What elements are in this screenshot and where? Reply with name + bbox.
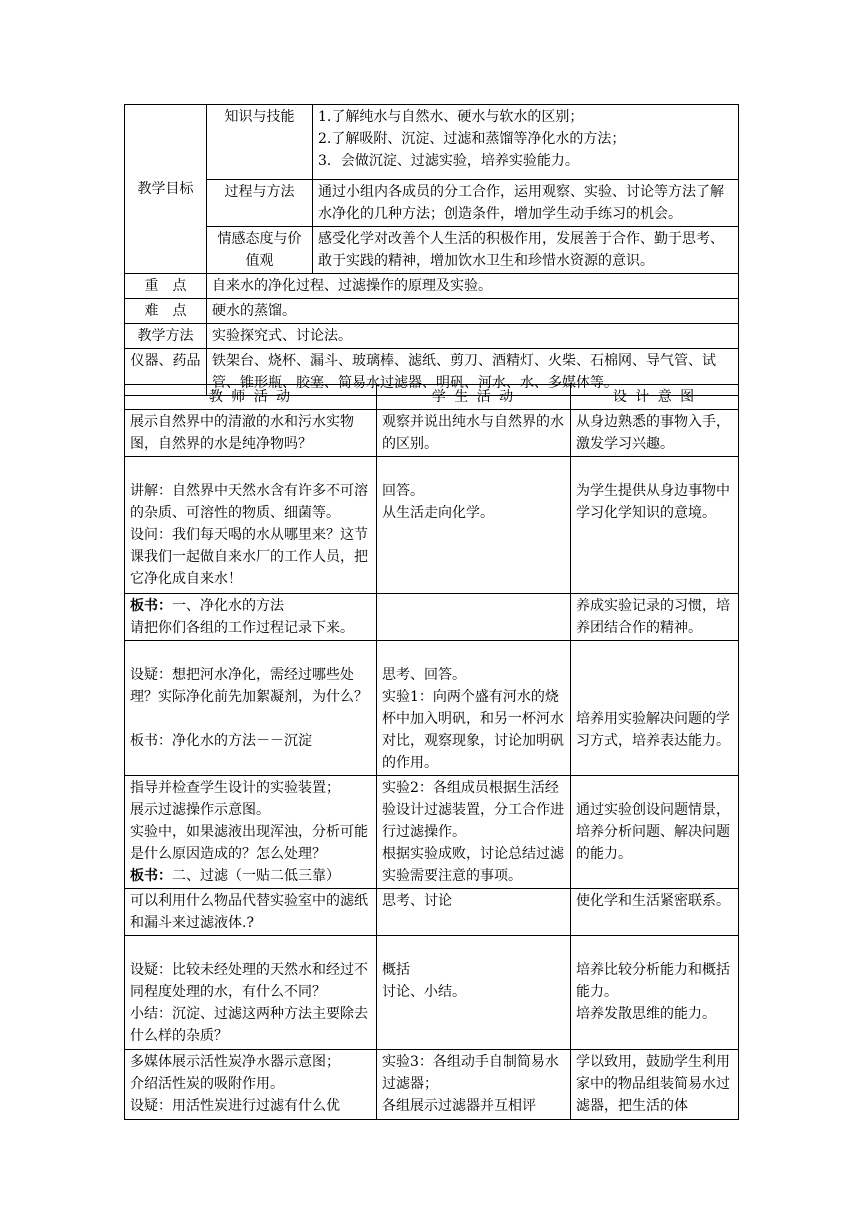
board-label: 板书：	[130, 598, 172, 614]
teacher-cell: 多媒体展示活性炭净水器示意图； 介绍活性炭的吸附作用。 设疑：用活性炭进行过滤有什么优	[125, 1050, 377, 1120]
emotion-text: 感受化学对改善个人生活的积极作用，发展善于合作、勤于思考、敢于实践的精神，增加饮水卫生和珍惜水资源的意识。	[313, 227, 739, 274]
teacher-cell: 指导并检查学生设计的实验装置； 展示过滤操作示意图。 实验中，如果滤液出现浑浊，分析可能是什么原因造成的？怎么处理？ 板书：二、过滤（一贴二低三靠）	[125, 776, 377, 889]
teacher-cell: 讲解：自然界中天然水含有许多不可溶的杂质、可溶性的物质、细菌等。 设问：我们每天喝的水从哪里来？这节课我们一起做自来水厂的工作人员，把它净化成自来水！	[125, 457, 377, 594]
equipment-label: 仪器、药品	[125, 349, 207, 396]
design-cell: 养成实验记录的习惯，培养团结合作的精神。	[571, 594, 739, 641]
method-label: 教学方法	[125, 324, 207, 349]
knowledge-item: 1.了解纯水与自然水、硬水与软水的区别；	[318, 109, 584, 125]
process-label: 过程与方法	[207, 180, 313, 227]
table-row	[125, 936, 739, 1050]
design-cell: 培养用实验解决问题的学习方式，培养表达能力。	[571, 641, 739, 776]
table-row	[125, 776, 739, 889]
knowledge-label: 知识与技能	[207, 105, 313, 180]
student-cell: 思考、讨论	[377, 889, 571, 936]
method-text: 实验探究式、讨论法。	[207, 324, 739, 349]
objectives-table	[124, 104, 739, 396]
activities-table	[124, 384, 739, 1120]
difficulty-text: 硬水的蒸馏。	[207, 299, 739, 324]
design-cell: 从身边熟悉的事物入手，激发学习兴趣。	[571, 410, 739, 457]
equipment-text: 铁架台、烧杯、漏斗、玻璃棒、滤纸、剪刀、酒精灯、火柴、石棉网、导气管、试管、锥形瓶、胶塞、简易水过滤器、明矾、河水、水、多媒体等。	[207, 349, 739, 396]
design-cell: 使化学和生活紧密联系。	[571, 889, 739, 936]
design-column-header: 设 计 意 图	[571, 385, 739, 410]
table-row	[125, 410, 739, 457]
student-column-header: 学 生 活 动	[377, 385, 571, 410]
design-cell: 学以致用，鼓励学生利用家中的物品组装简易水过滤器，把生活的体	[571, 1050, 739, 1120]
emotion-label: 情感态度与价值观	[207, 227, 313, 274]
table-row	[125, 594, 739, 641]
design-cell: 通过实验创设问题情景，培养分析问题、解决问题的能力。	[571, 776, 739, 889]
difficulty-label: 难 点	[125, 299, 207, 324]
knowledge-item: 2.了解吸附、沉淀、过滤和蒸馏等净化水的方法；	[318, 131, 626, 147]
design-cell: 培养比较分析能力和概括能力。 培养发散思维的能力。	[571, 936, 739, 1050]
knowledge-items	[313, 105, 739, 180]
teacher-cell: 设疑：比较未经处理的天然水和经过不同程度处理的水，有什么不同？ 小结：沉淀、过滤这两种方法主要除去什么样的杂质？	[125, 936, 377, 1050]
student-cell: 观察并说出纯水与自然界的水的区别。	[377, 410, 571, 457]
table-row	[125, 641, 739, 776]
student-cell	[377, 594, 571, 641]
student-cell: 回答。 从生活走向化学。	[377, 457, 571, 594]
teacher-cell: 展示自然界中的清澈的水和污水实物图，自然界的水是纯净物吗？	[125, 410, 377, 457]
knowledge-item: 3．会做沉淀、过滤实验，培养实验能力。	[318, 153, 579, 169]
focus-label: 重 点	[125, 274, 207, 299]
table-row	[125, 457, 739, 594]
teacher-column-header: 教 师 活 动	[125, 385, 377, 410]
teacher-cell: 设疑：想把河水净化，需经过哪些处理？实际净化前先加絮凝剂，为什么？ 板书：净化水的方法－－沉淀	[125, 641, 377, 776]
board-label: 板书：	[130, 868, 172, 884]
objectives-label: 教学目标	[125, 105, 207, 274]
teacher-cell: 板书：一、净化水的方法 请把你们各组的工作过程记录下来。	[125, 594, 377, 641]
student-cell: 概括 讨论、小结。	[377, 936, 571, 1050]
process-text: 通过小组内各成员的分工合作，运用观察、实验、讨论等方法了解水净化的几种方法；创造条件，增加学生动手练习的机会。	[313, 180, 739, 227]
student-cell: 思考、回答。 实验1：向两个盛有河水的烧杯中加入明矾，和另一杯河水对比，观察现象，讨论加明矾的作用。	[377, 641, 571, 776]
table-row	[125, 1050, 739, 1120]
student-cell: 实验2：各组成员根据生活经验设计过滤装置，分工合作进行过滤操作。 根据实验成败，讨论总结过滤实验需要注意的事项。	[377, 776, 571, 889]
table-row	[125, 889, 739, 936]
student-cell: 实验3：各组动手自制简易水过滤器； 各组展示过滤器并互相评	[377, 1050, 571, 1120]
design-cell: 为学生提供从身边事物中学习化学知识的意境。	[571, 457, 739, 594]
focus-text: 自来水的净化过程、过滤操作的原理及实验。	[207, 274, 739, 299]
teacher-cell: 可以利用什么物品代替实验室中的滤纸和漏斗来过滤液体.?	[125, 889, 377, 936]
